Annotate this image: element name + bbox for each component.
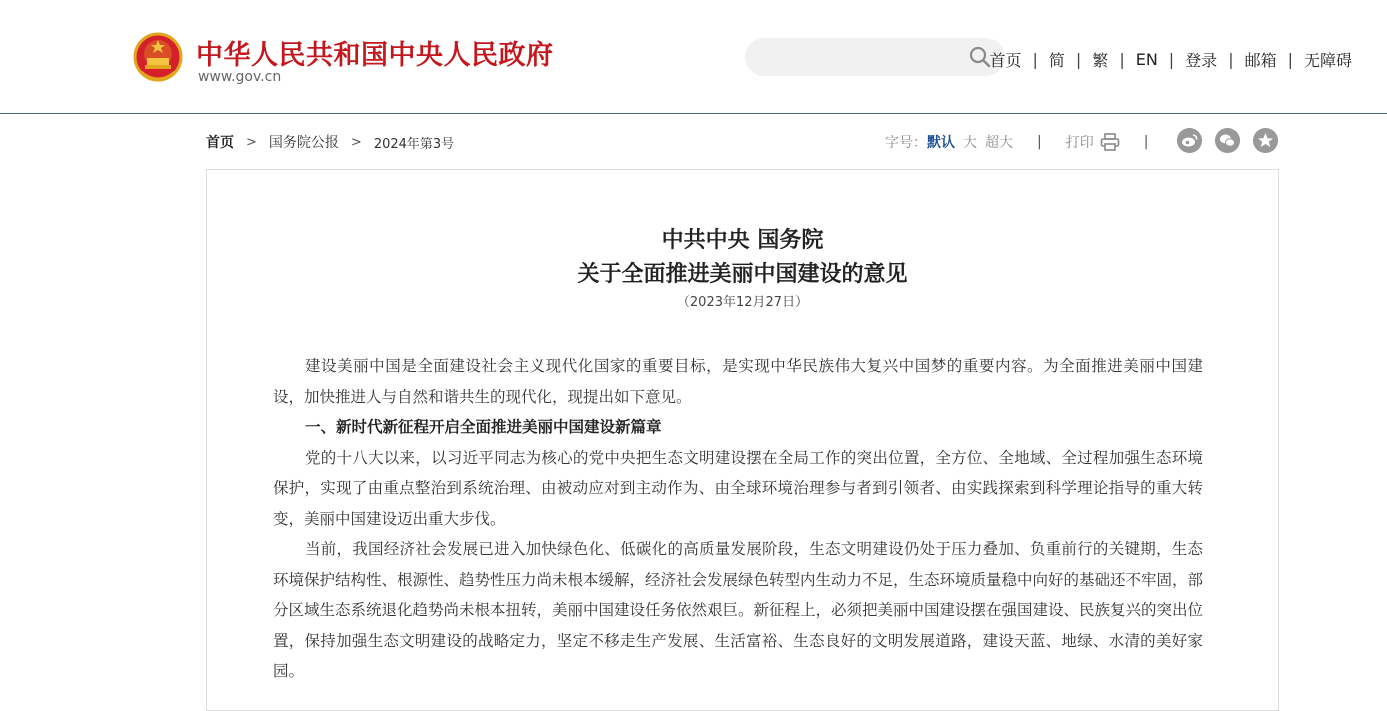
article-paragraph: 党的十八大以来，以习近平同志为核心的党中央把生态文明建设摆在全局工作的突出位置，全方位、全地域、全过程加强生态环境保护，实现了由重点整治到系统治理、由被动应对到主动作为、由全球环境治理参与者到引领者、由实践探索到科学理论指导的重大转变，美丽中国建设迈出重大步伐。 <box>273 448 1203 528</box>
nav-login[interactable]: 登录 <box>1185 51 1218 70</box>
article-date: （2023年12月27日） <box>676 295 809 310</box>
breadcrumb-issue[interactable]: 2024年第3号 <box>373 136 455 152</box>
section-heading: 一、新时代新征程开启全面推进美丽中国建设新篇章 <box>305 418 662 436</box>
nav-divider: | <box>1287 50 1293 69</box>
favorite-star-icon[interactable] <box>1253 128 1278 153</box>
chevron-right-icon: > <box>246 134 257 150</box>
font-size-large[interactable]: 大 <box>963 135 977 151</box>
tools-divider: | <box>1037 134 1042 150</box>
breadcrumb-gazette[interactable]: 国务院公报 <box>268 135 339 151</box>
nav-traditional[interactable]: 繁 <box>1092 51 1109 70</box>
nav-divider: | <box>1119 50 1125 69</box>
nav-divider: | <box>1168 50 1175 69</box>
nav-divider: | <box>1032 50 1038 69</box>
site-domain: www.gov.cn <box>198 69 282 85</box>
nav-divider: | <box>1228 50 1234 69</box>
site-header <box>0 0 1387 113</box>
chevron-right-icon: > <box>350 134 362 150</box>
article-paragraph: 建设美丽中国是全面建设社会主义现代化国家的重要目标，是实现中华民族伟大复兴中国梦的重要内容。为全面推进美丽中国建设，加快推进人与自然和谐共生的现代化，现提出如下意见。 <box>273 357 1203 406</box>
article-tools <box>885 132 1172 152</box>
nav-divider: | <box>1075 50 1082 69</box>
nav-english[interactable]: EN <box>1135 50 1158 69</box>
article-title-line2: 关于全面推进美丽中国建设的意见 <box>577 261 908 287</box>
weibo-icon[interactable] <box>1177 128 1202 153</box>
breadcrumb-home[interactable]: 首页 <box>206 135 234 151</box>
search-box <box>745 38 1005 76</box>
font-size-label: 字号： <box>885 135 927 151</box>
nav-mail[interactable]: 邮箱 <box>1244 51 1277 70</box>
site-title[interactable]: 中华人民共和国中央人民政府 <box>196 40 554 71</box>
article-paragraph: 当前，我国经济社会发展已进入加快绿色化、低碳化的高质量发展阶段，生态文明建设仍处于压力叠加、负重前行的关键期，生态环境保护结构性、根源性、趋势性压力尚未根本缓解，经济社会发展绿色转型内生动力不足，生态环境质量稳中向好的基础还不牢固，部分区域生态系统退化趋势尚未根本扭转，美丽中国建设任务依然艰巨。新征程上，必须把美丽中国建设摆在强国建设、民族复兴的突出位置，保持加强生态文明建设的战略定力，坚定不移走生产发展、生活富裕、生态良好的文明发展道路，建设天蓝、地绿、水清的美好家园。 <box>273 540 1204 680</box>
print-label: 打印 <box>1065 135 1094 151</box>
nav-simplified[interactable]: 简 <box>1048 51 1065 70</box>
breadcrumb <box>206 132 454 152</box>
header-divider <box>0 113 1387 114</box>
font-size-default[interactable]: 默认 <box>927 135 955 151</box>
article-title-line1: 中共中央 国务院 <box>661 227 824 253</box>
nav-home[interactable]: 首页 <box>989 51 1022 70</box>
font-size-xlarge[interactable]: 超大 <box>985 135 1013 151</box>
search-icon[interactable] <box>968 45 992 69</box>
print-icon <box>1100 133 1120 151</box>
search-input[interactable] <box>763 38 957 78</box>
top-nav <box>989 48 1352 71</box>
article-body <box>273 351 1203 687</box>
wechat-icon[interactable] <box>1215 128 1240 153</box>
national-emblem-icon[interactable] <box>133 32 183 84</box>
nav-accessibility[interactable]: 无障碍 <box>1303 51 1352 70</box>
print-button[interactable] <box>1066 132 1120 152</box>
tools-divider: | <box>1143 134 1149 150</box>
article-panel <box>206 169 1279 711</box>
